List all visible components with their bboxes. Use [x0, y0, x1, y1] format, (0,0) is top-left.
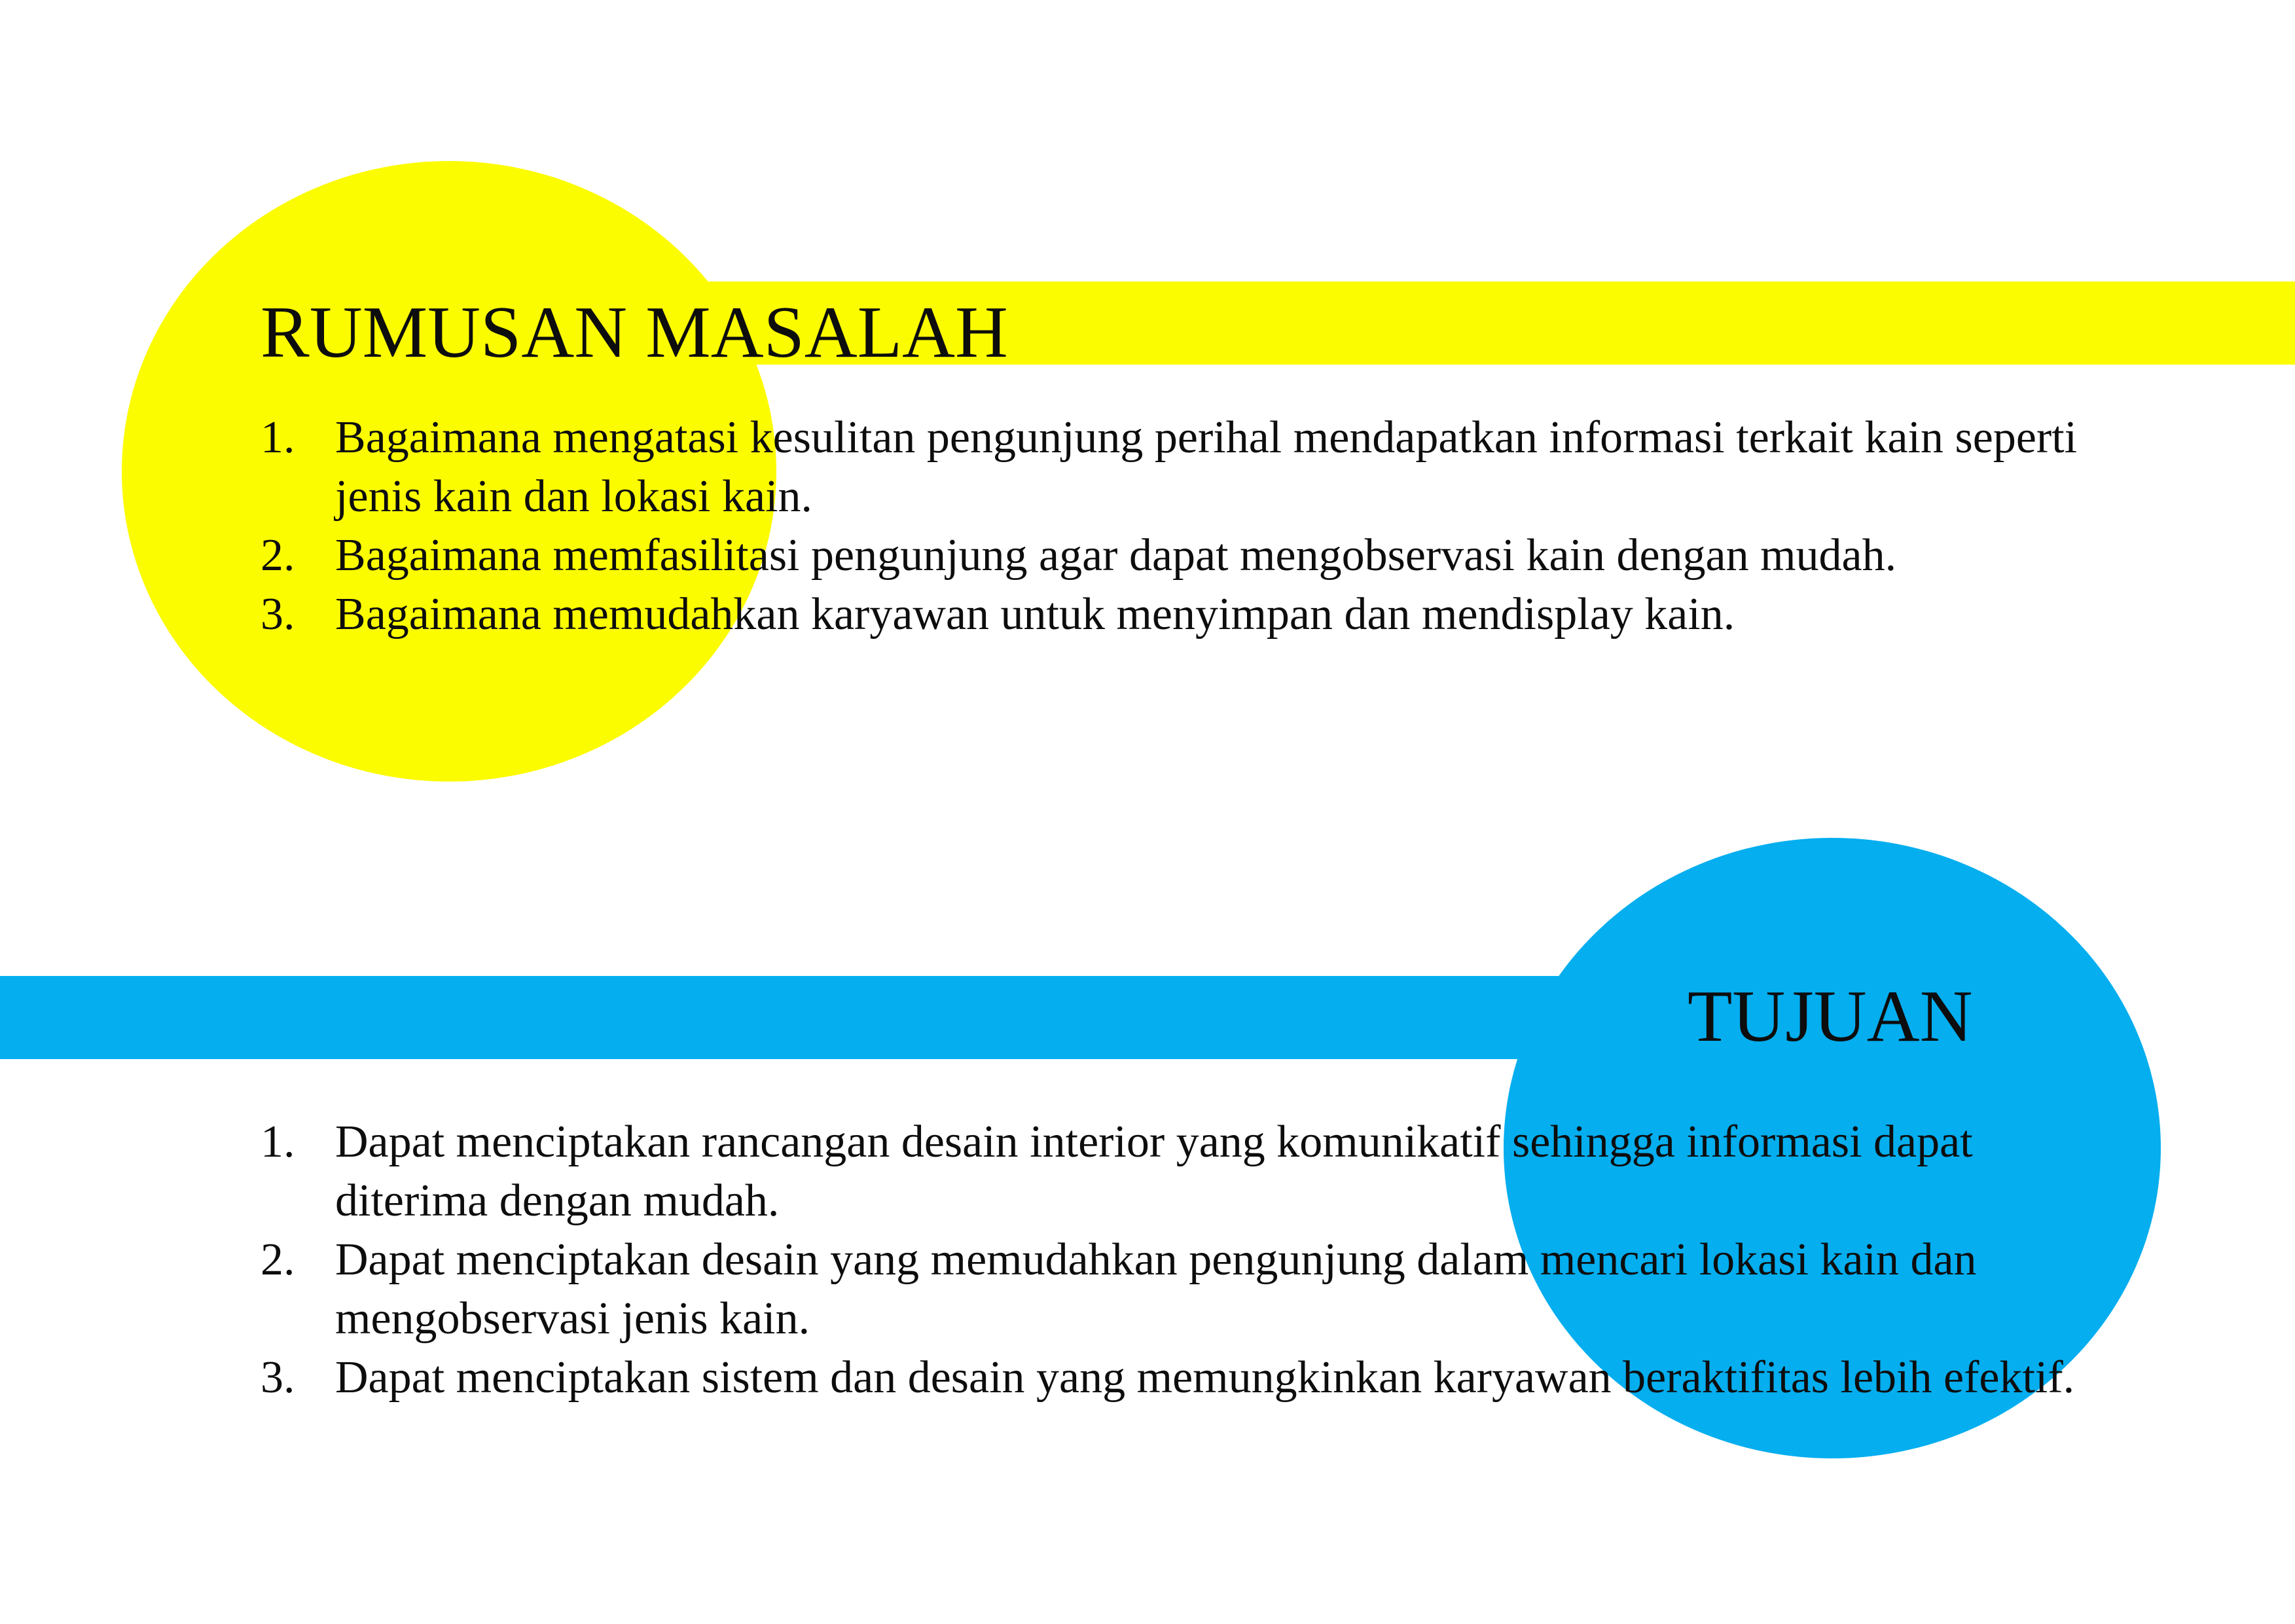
list-item	[261, 526, 2087, 585]
list-number: 3.	[261, 589, 295, 640]
list-item	[261, 585, 2087, 644]
list-number: 2.	[261, 530, 295, 581]
list-number: 1.	[261, 412, 295, 463]
list-item	[261, 1113, 2087, 1231]
list-item	[261, 408, 2087, 526]
blue-bar-decoration	[0, 976, 1584, 1059]
tujuan-heading: TUJUAN	[1688, 976, 1973, 1057]
tujuan-list	[261, 1113, 2087, 1407]
rumusan-masalah-heading: RUMUSAN MASALAH	[261, 292, 1008, 373]
list-item-text: Bagaimana memudahkan karyawan untuk menyimpan dan mendisplay kain.	[335, 589, 1735, 640]
list-number: 1.	[261, 1117, 295, 1167]
list-item-text: Bagaimana memfasilitasi pengunjung agar dapat mengobservasi kain dengan mudah.	[335, 530, 1897, 581]
list-item-text: Dapat menciptakan desain yang memudahkan pengunjung dalam mencari lokasi kain dan mengobservasi jenis kain.	[335, 1235, 1977, 1344]
list-item-text: Dapat menciptakan rancangan desain interior yang komunikatif sehingga informasi dapat diterima dengan mudah.	[335, 1117, 1973, 1226]
list-item	[261, 1348, 2087, 1407]
list-number: 3.	[261, 1352, 295, 1403]
list-item-text: Dapat menciptakan sistem dan desain yang memungkinkan karyawan beraktifitas lebih efektif.	[335, 1352, 2075, 1403]
list-number: 2.	[261, 1235, 295, 1285]
list-item	[261, 1231, 2087, 1348]
rumusan-masalah-list	[261, 408, 2087, 644]
list-item-text: Bagaimana mengatasi kesulitan pengunjung perihal mendapatkan informasi terkait kain seperti jenis kain dan lokasi kain.	[335, 412, 2078, 522]
